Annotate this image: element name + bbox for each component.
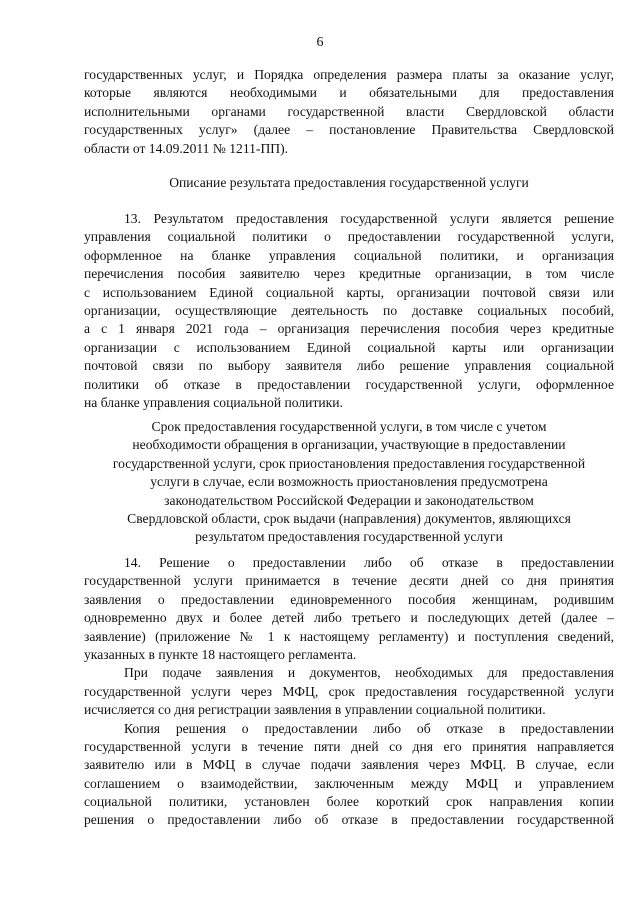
text-line: перечисления пособия заявителю через кредитные организации, в том числе — [84, 266, 614, 282]
text-line: заявителю или в МФЦ в случае подачи заявления через МФЦ. В случае, если — [84, 757, 614, 773]
text-line: указанных в пункте 18 настоящего регламента. — [84, 646, 357, 662]
paragraph-13 — [84, 210, 614, 412]
text-line: исполнительными органами государственной власти Свердловской области — [84, 103, 614, 119]
heading-line: Свердловской области, срок выдачи (направления) документов, являющихся — [127, 510, 571, 526]
text-line: государственных услуг» (далее – постановление Правительства Свердловской — [84, 122, 614, 138]
text-line: государственной услуги в течение пяти дней со дня его принятия направляется — [84, 738, 614, 754]
text-line: почтовой связи по выбору заявителя либо решение управления социальной — [84, 358, 614, 374]
intro-paragraph — [84, 66, 614, 158]
text-line: организации, осуществляющие деятельность по доставке социальных пособий, — [84, 302, 614, 318]
text-line: При подаче заявления и документов, необходимых для предоставления — [124, 665, 614, 681]
text-line: социальной политики, установлен более короткий срок направления копии — [84, 794, 614, 810]
text-line: управления социальной политики о предоставлении государственной услуги, — [84, 229, 614, 245]
heading-line: государственной услуги, срок приостановления предоставления государственной — [112, 455, 586, 471]
text-line: заявление) (приложение № 1 к настоящему регламенту) и поступления сведений, — [84, 628, 614, 644]
section-heading-term — [84, 418, 614, 547]
text-line: соглашением о взаимодействии, заключенным между МФЦ и управлением — [84, 775, 614, 791]
text-line: одновременно двух и более детей либо третьего и последующих детей (далее – — [84, 610, 614, 626]
text-line: Копия решения о предоставлении либо об отказе в предоставлении — [124, 720, 614, 736]
text-line: решения о предоставлении либо об отказе в предоставлении государственной — [84, 812, 614, 828]
text-line: которые являются необходимыми и обязательными для предоставления — [84, 85, 614, 101]
text-line: политики об отказе в предоставлении государственной услуги, оформленное — [84, 376, 614, 392]
section-heading-result: Описание результата предоставления государственной услуги — [169, 175, 529, 190]
paragraph-14 — [84, 554, 614, 830]
page-number: 6 — [316, 35, 324, 50]
heading-line: услуги в случае, если возможность приостановления предусмотрена — [150, 474, 548, 490]
heading-line: Срок предоставления государственной услуги, в том числе с учетом — [151, 419, 547, 434]
text-line: 14. Решение о предоставлении либо об отказе в предоставлении — [124, 555, 614, 570]
text-line: с использованием Единой социальной карты, организации почтовой связи или — [84, 284, 614, 300]
text-line: на бланке управления социальной политики. — [84, 394, 343, 410]
text-line: 13. Результатом предоставления государственной услуги является решение — [124, 211, 614, 226]
heading-line: необходимости обращения в организации, участвующие в предоставлении — [132, 437, 566, 453]
text-line: а с 1 января 2021 года – организация перечисления пособия через кредитные — [84, 321, 614, 337]
text-line: области от 14.09.2011 № 1211-ПП). — [84, 140, 288, 156]
text-line: заявления о предоставлении единовременного пособия женщинам, родившим — [84, 591, 614, 607]
heading-line: результатом предоставления государственной услуги — [195, 529, 503, 545]
text-line: государственных услуг, и Порядка определения размера платы за оказание услуг, — [84, 67, 614, 82]
text-line: исчисляется со дня регистрации заявления в управлении социальной политики. — [84, 702, 546, 718]
heading-line: законодательством Российской Федерации и законодательством — [164, 492, 534, 508]
text-line: государственной услуги принимается в течение десяти дней со дня принятия — [84, 573, 614, 589]
text-line: организации с использованием Единой социальной карты или организации — [84, 339, 614, 355]
text-line: оформленное на бланке управления социальной политики, и организация — [84, 247, 614, 263]
text-line: государственной услуги через МФЦ, срок предоставления государственной услуги — [84, 683, 614, 699]
